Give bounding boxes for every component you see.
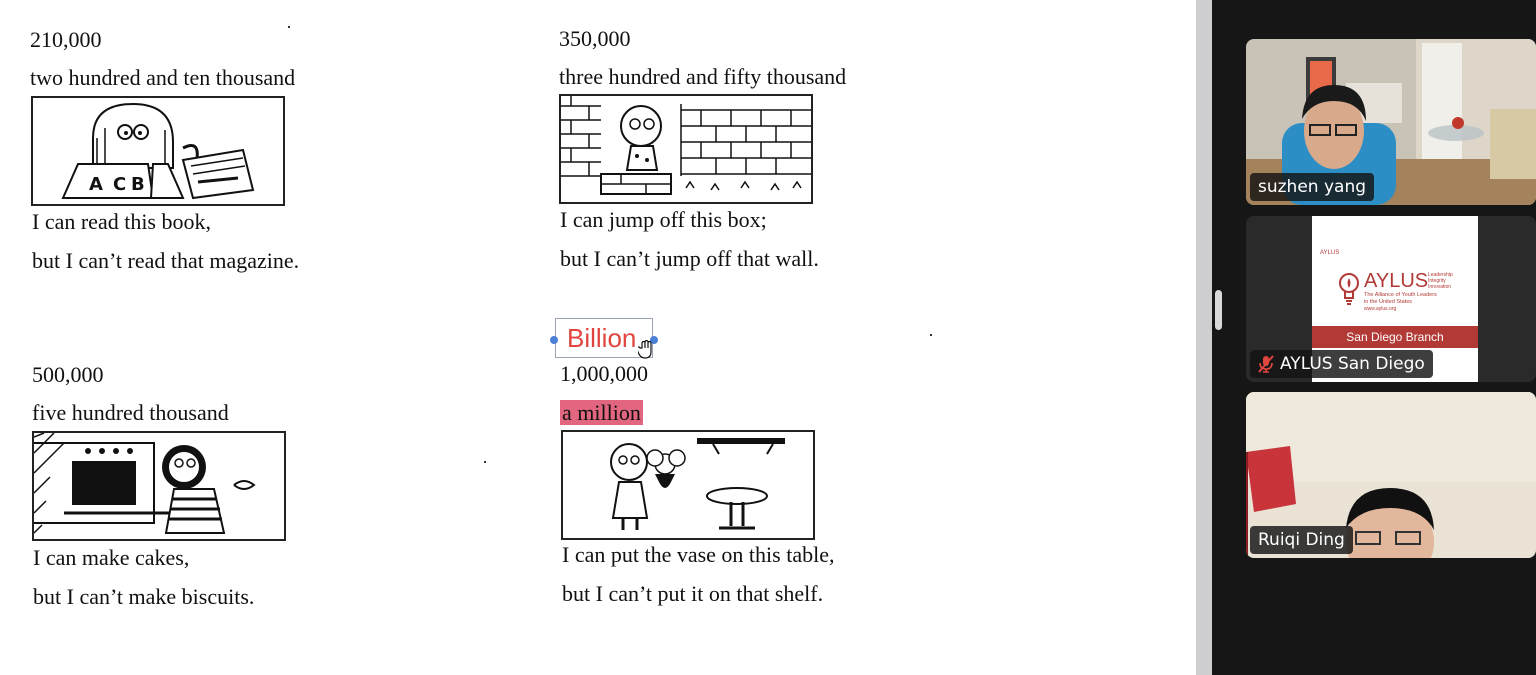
girl-vase-icon	[563, 432, 813, 538]
participant-tile-ruiqi-ding[interactable]	[1246, 392, 1536, 558]
speck	[484, 461, 486, 463]
girl-reading-icon	[33, 98, 283, 204]
svg-text:B: B	[131, 174, 145, 195]
sentence-line: but I can’t put it on that shelf.	[562, 581, 824, 606]
hand-cursor-icon	[638, 340, 654, 360]
girl-baking-icon	[34, 433, 284, 539]
svg-text:C: C	[113, 174, 127, 195]
illustration-baking	[32, 431, 286, 541]
participant-name: Ruiqi Ding	[1258, 530, 1345, 550]
speck	[930, 334, 932, 336]
aylus-tagline: Leadership	[1428, 272, 1453, 278]
participant-name: AYLUS San Diego	[1280, 354, 1425, 374]
annotation-text[interactable]: Billion	[567, 323, 637, 353]
aylus-tagline: Integrity	[1428, 278, 1446, 284]
sentence-line: I can jump off this box;	[560, 207, 767, 232]
aylus-url: www.aylus.org	[1364, 306, 1397, 312]
participants-panel	[1212, 0, 1536, 675]
words-210000: two hundred and ten thousand	[30, 65, 296, 90]
number-500000: 500,000	[32, 362, 104, 387]
aylus-tagline: Innovation	[1428, 284, 1452, 290]
sentence-line: but I can’t make biscuits.	[33, 584, 255, 609]
aylus-subtitle: The Alliance of Youth Leaders	[1364, 292, 1437, 298]
aylus-branch: San Diego Branch	[1346, 330, 1444, 344]
participant-name-tag	[1250, 173, 1374, 201]
sentence-line: but I can’t read that magazine.	[32, 248, 300, 273]
number-350000: 350,000	[559, 26, 631, 51]
participant-name-tag	[1250, 526, 1353, 554]
participant-name-tag	[1250, 350, 1433, 378]
words-500000: five hundred thousand	[32, 400, 229, 425]
highlighted-text[interactable]: a million	[562, 400, 641, 425]
aylus-title: AYLUS	[1364, 270, 1429, 292]
illustration-wall	[559, 94, 813, 204]
number-1000000: 1,000,000	[560, 361, 648, 386]
words-350000: three hundred and fifty thousand	[559, 64, 847, 89]
lightbulb-logo-icon	[1338, 272, 1360, 306]
aylus-small-logo: AYLUS	[1320, 250, 1340, 256]
resize-handle-left[interactable]	[550, 336, 558, 344]
sentence-line: I can make cakes,	[33, 545, 190, 570]
participant-tile-aylus-san-diego[interactable]	[1246, 216, 1536, 382]
sentence-line: I can read this book,	[32, 209, 211, 234]
participant-tile-suzhen-yang[interactable]	[1246, 39, 1536, 205]
aylus-branch-banner	[1312, 326, 1478, 348]
illustration-reading	[31, 96, 285, 206]
sentence-line: but I can’t jump off that wall.	[560, 246, 819, 271]
panel-divider[interactable]	[1196, 0, 1212, 675]
panel-scroll-handle[interactable]	[1215, 290, 1222, 330]
illustration-vase	[561, 430, 815, 540]
aylus-subtitle: in the United States	[1364, 299, 1413, 305]
words-1000000	[560, 400, 643, 426]
svg-text:A: A	[89, 174, 103, 195]
mic-muted-icon	[1258, 355, 1274, 373]
girl-wall-icon	[561, 96, 811, 202]
number-210000: 210,000	[30, 27, 102, 52]
sentence-line: I can put the vase on this table,	[562, 542, 835, 567]
speck	[288, 26, 290, 28]
participant-name: suzhen yang	[1258, 177, 1367, 197]
